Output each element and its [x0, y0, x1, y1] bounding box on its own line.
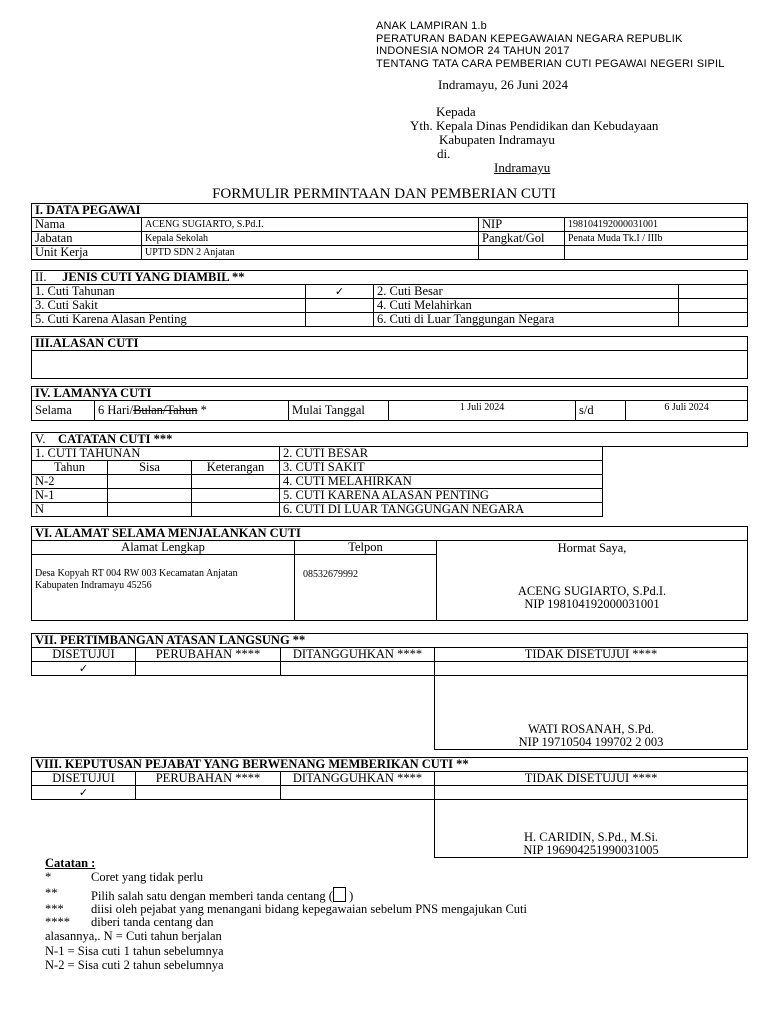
signature-block-pegawai [437, 541, 748, 621]
col-perubahan: PERUBAHAN **** [136, 772, 281, 786]
recipient-kabupaten: Kabupaten Indramayu [439, 132, 555, 147]
option-cuti-alasan-penting: 5. Cuti Karena Alasan Penting [32, 313, 306, 327]
col-telpon: Telpon [295, 541, 437, 555]
sd-label: s/d [576, 401, 626, 421]
pangkat-value: Penata Muda Tk.I / IIIb [565, 232, 748, 246]
note-mark: *** [45, 902, 64, 916]
section-keputusan-pejabat [31, 757, 748, 858]
end-date: 6 Juli 2024 [626, 401, 748, 421]
mulai-label: Mulai Tanggal [289, 401, 389, 421]
signer-name: ACENG SUGIARTO, S.Pd.I. [517, 584, 667, 598]
col-ditangguhkan: DITANGGUHKAN **** [281, 648, 435, 662]
empty-cell [603, 503, 748, 517]
option-checkbox[interactable] [136, 786, 281, 800]
alasan-input[interactable] [32, 351, 748, 379]
jabatan-label: Jabatan [32, 232, 142, 246]
section-title: III.ALASAN CUTI [32, 337, 748, 351]
option-checkbox[interactable] [679, 299, 748, 313]
section-pertimbangan-atasan [31, 633, 748, 750]
option-checkbox[interactable] [306, 313, 374, 327]
empty-area [32, 676, 435, 750]
col-tidak-disetujui: TIDAK DISETUJUI **** [435, 772, 748, 786]
option-checkbox[interactable] [435, 662, 748, 676]
right-item: 6. CUTI DI LUAR TANGGUNGAN NEGARA [280, 503, 603, 517]
row-n2: N-2 [32, 475, 108, 489]
empty-area [32, 800, 435, 858]
note-text: diisi oleh pejabat yang menangani bidang kepegawaian sebelum PNS mengajukan Cuti [91, 902, 528, 916]
empty-cell [603, 461, 748, 475]
col-tidak-disetujui: TIDAK DISETUJUI **** [435, 648, 748, 662]
selama-label: Selama [32, 401, 95, 421]
header-line: TENTANG TATA CARA PEMBERIAN CUTI PEGAWAI NEGERI SIPIL [376, 57, 725, 70]
option-checkbox[interactable] [679, 285, 748, 299]
note-line: N-2 = Sisa cuti 2 tahun sebelumnya [45, 958, 224, 972]
option-checkbox[interactable] [306, 299, 374, 313]
duration-number: 6 Hari/ [98, 403, 134, 417]
header-line: ANAK LAMPIRAN 1.b [376, 20, 487, 32]
row-n1: N-1 [32, 489, 108, 503]
check-icon[interactable]: ✓ [32, 662, 136, 676]
option-cuti-luar-tanggungan: 6. Cuti di Luar Tanggungan Negara [374, 313, 679, 327]
note-text: diberi tanda centang dan [91, 915, 214, 929]
note-text-part: Pilih salah satu dengan memberi tanda centang ( [91, 889, 333, 903]
col-ditangguhkan: DITANGGUHKAN **** [281, 772, 435, 786]
empty-cell [565, 246, 748, 260]
pangkat-label: Pangkat/Gol [479, 232, 565, 246]
col-sisa: Sisa [108, 461, 192, 475]
notes-title: Catatan : [45, 856, 96, 870]
nama-label: Nama [32, 218, 142, 232]
signer-name: H. CARIDIN, S.Pd., M.Si. [523, 830, 659, 844]
right-item: 2. CUTI BESAR [280, 447, 603, 461]
section-title: VI. ALAMAT SELAMA MENJALANKAN CUTI [32, 527, 748, 541]
form-title: FORMULIR PERMINTAAN DAN PEMBERIAN CUTI [212, 186, 556, 202]
note-text: Coret yang tidak perlu [91, 870, 204, 884]
option-cuti-sakit: 3. Cuti Sakit [32, 299, 306, 313]
empty-cell [479, 246, 565, 260]
start-date: 1 Juli 2024 [389, 401, 576, 421]
jabatan-value: Kepala Sekolah [142, 232, 479, 246]
notes-section [45, 857, 745, 987]
unit-label: Unit Kerja [32, 246, 142, 260]
section-number: II. [35, 270, 47, 284]
nama-value: ACENG SUGIARTO, S.Pd.I. [142, 218, 479, 232]
section-number: V. [35, 432, 46, 446]
keterangan-cell [192, 503, 280, 517]
section-title: I. DATA PEGAWAI [32, 204, 748, 218]
section-jenis-cuti [31, 270, 748, 327]
section-title-text: JENIS CUTI YANG DIAMBIL ** [62, 270, 245, 284]
nip-label: NIP [479, 218, 565, 232]
keterangan-cell [192, 489, 280, 503]
sisa-cell [108, 489, 192, 503]
header-line: PERATURAN BADAN KEPEGAWAIAN NEGARA REPUBLIK [376, 32, 683, 45]
cuti-tahunan-label: 1. CUTI TAHUNAN [32, 447, 280, 461]
note-text-part: ) [345, 889, 354, 903]
unit-value: UPTD SDN 2 Anjatan [142, 246, 479, 260]
alamat-line: Desa Kopyah RT 004 RW 003 Kecamatan Anjatan [35, 568, 238, 579]
note-mark: * [45, 870, 52, 884]
col-disetujui: DISETUJUI [32, 772, 136, 786]
checkbox-icon [333, 887, 346, 902]
sisa-cell [108, 475, 192, 489]
section-alamat [31, 526, 748, 621]
signature-block-pejabat [435, 800, 748, 858]
place-date: Indramayu, 26 Juni 2024 [438, 77, 568, 92]
section-title: VIII. KEPUTUSAN PEJABAT YANG BERWENANG MEMBERIKAN CUTI ** [32, 758, 748, 772]
signature-block-atasan [435, 676, 748, 750]
kepada-label: Kepada [436, 104, 476, 119]
nip-value: 198104192000031001 [565, 218, 748, 232]
alamat-value [32, 555, 295, 621]
col-perubahan: PERUBAHAN **** [136, 648, 281, 662]
note-line: alasannya,. N = Cuti tahun berjalan [45, 929, 222, 943]
option-checkbox[interactable] [281, 662, 435, 676]
header-line: INDONESIA NOMOR 24 TAHUN 2017 [376, 45, 570, 57]
option-cuti-melahirkan: 4. Cuti Melahirkan [374, 299, 679, 313]
telpon-value: 08532679992 [295, 555, 437, 621]
section-title [32, 271, 748, 285]
option-cuti-besar: 2. Cuti Besar [374, 285, 679, 299]
option-checkbox[interactable] [679, 313, 748, 327]
option-checkbox[interactable] [136, 662, 281, 676]
note-mark: **** [45, 915, 70, 929]
right-item: 5. CUTI KARENA ALASAN PENTING [280, 489, 603, 503]
empty-cell [603, 447, 748, 461]
right-item: 3. CUTI SAKIT [280, 461, 603, 475]
section-title [32, 433, 748, 447]
hormat-label: Hormat Saya, [557, 541, 627, 555]
section-alasan-cuti [31, 336, 748, 379]
option-checkbox[interactable] [281, 786, 435, 800]
duration-value [95, 401, 289, 421]
keterangan-cell [192, 475, 280, 489]
regulation-header [376, 20, 725, 70]
option-cuti-tahunan: 1. Cuti Tahunan [32, 285, 306, 299]
section-lamanya-cuti [31, 386, 748, 421]
recipient-line: Yth. Kepala Dinas Pendidikan dan Kebudayaan [410, 118, 659, 133]
option-checkbox[interactable] [435, 786, 748, 800]
signer-nip: NIP 198104192000031001 [524, 597, 660, 611]
section-data-pegawai [31, 203, 748, 260]
empty-cell [603, 489, 748, 503]
signer-nip: NIP 196904251990031005 [523, 843, 659, 857]
recipient-city: Indramayu [494, 160, 551, 175]
section-title: IV. LAMANYA CUTI [32, 387, 748, 401]
col-alamat: Alamat Lengkap [32, 541, 295, 555]
sisa-cell [108, 503, 192, 517]
alamat-line: Kabupaten Indramayu 45256 [35, 580, 152, 591]
duration-mark: * [197, 403, 207, 417]
duration-struck-units: Bulan/Tahun [133, 403, 198, 417]
section-title: VII. PERTIMBANGAN ATASAN LANGSUNG ** [32, 634, 748, 648]
row-n: N [32, 503, 108, 517]
empty-cell [603, 475, 748, 489]
check-icon[interactable]: ✓ [306, 285, 374, 299]
check-icon[interactable]: ✓ [32, 786, 136, 800]
col-disetujui: DISETUJUI [32, 648, 136, 662]
col-keterangan: Keterangan [192, 461, 280, 475]
section-catatan-cuti [31, 432, 748, 517]
signer-name: WATI ROSANAH, S.Pd. [527, 722, 655, 736]
section-title-text: CATATAN CUTI *** [58, 432, 173, 446]
signer-nip: NIP 19710504 199702 2 003 [518, 735, 664, 749]
note-line: N-1 = Sisa cuti 1 tahun sebelumnya [45, 944, 224, 958]
recipient-di: di. [437, 146, 451, 161]
note-mark: ** [45, 886, 58, 900]
right-item: 4. CUTI MELAHIRKAN [280, 475, 603, 489]
col-tahun: Tahun [32, 461, 108, 475]
